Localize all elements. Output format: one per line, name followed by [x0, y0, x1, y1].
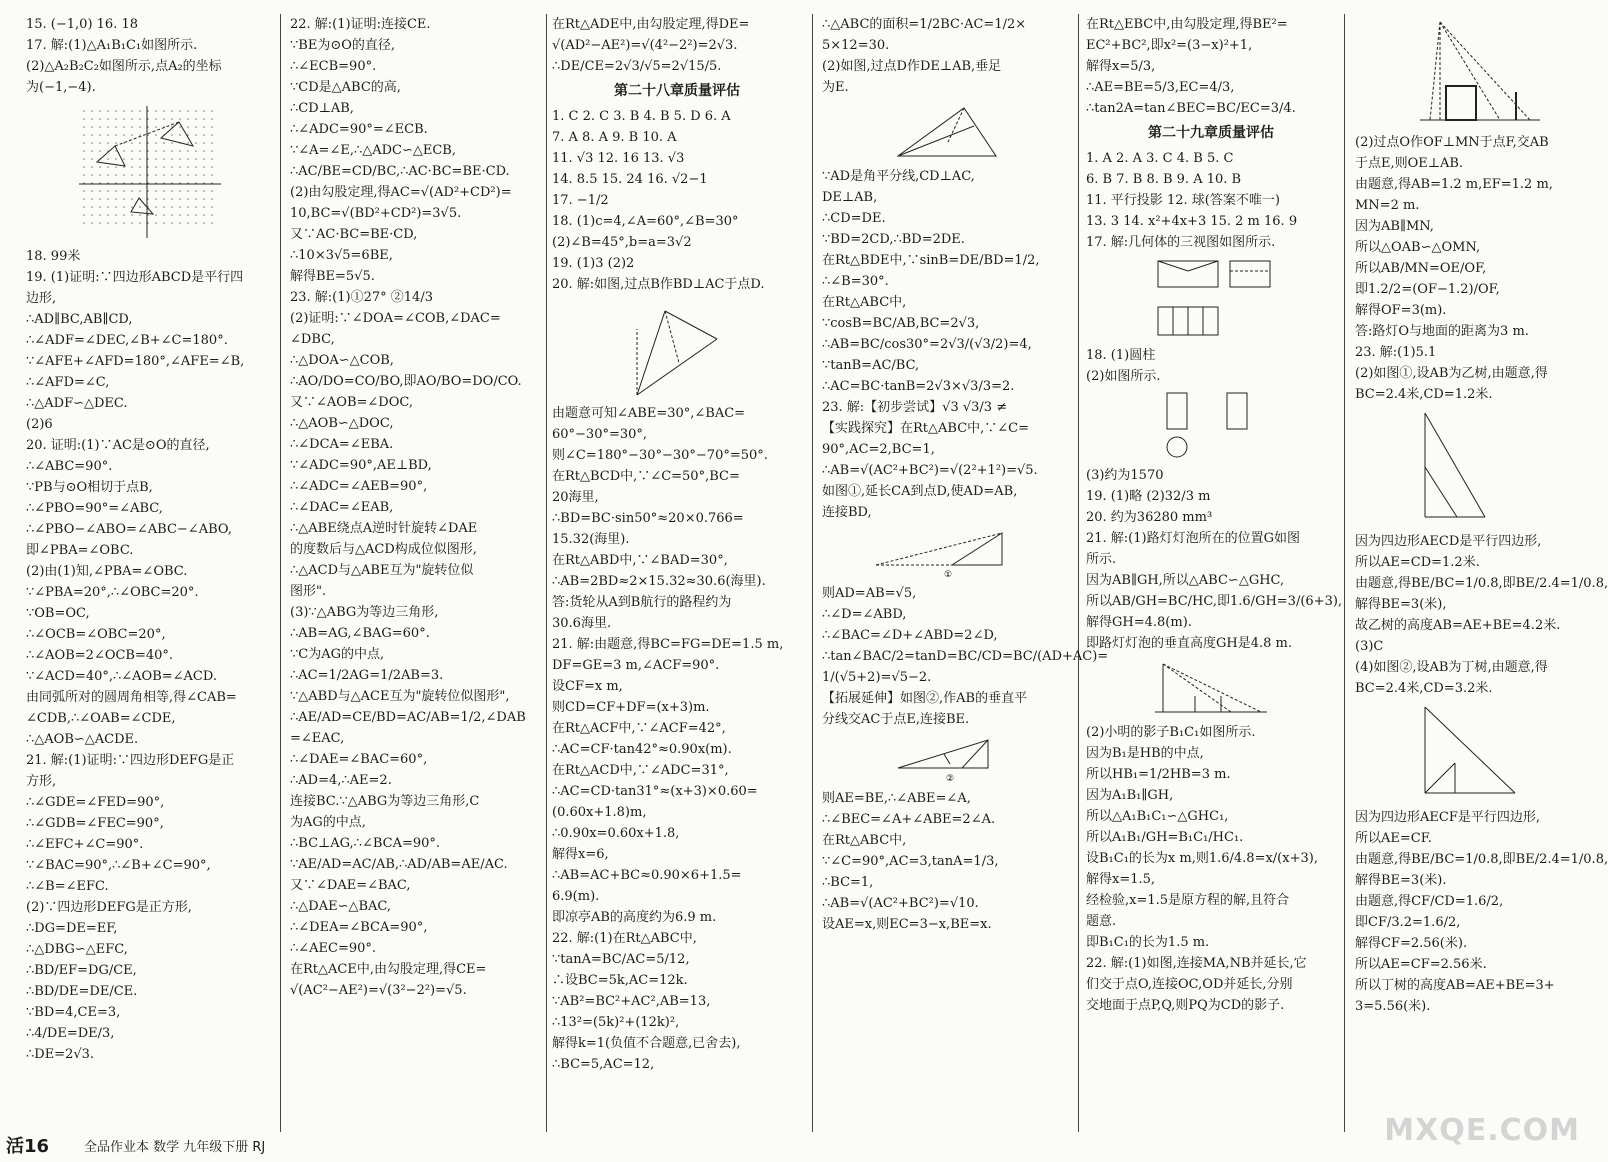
- answer-line: 因为B₁是HB的中点,: [1086, 746, 1204, 761]
- answer-line: 22. 解:(1)在Rt△ABC中,: [552, 931, 697, 946]
- answer-line: 在Rt△ACE中,由勾股定理,得CE=: [290, 962, 487, 977]
- answer-line: ∴AB=AG,∠BAG=60°.: [290, 626, 430, 641]
- answer-line: 的度数后与△ACD构成位似图形,: [290, 542, 477, 557]
- answer-line: 13. 3 14. x²+4x+3 15. 2 m 16. 9: [1086, 214, 1298, 229]
- answer-line: 在Rt△ABC中,: [822, 833, 907, 848]
- answer-line: 解得GH=4.8(m).: [1086, 615, 1192, 630]
- answer-line: ∴∠B=∠EFC.: [26, 879, 109, 894]
- answer-line: 答:货轮从A到B航行的路程约为: [552, 595, 732, 610]
- answer-line: 在Rt△ACD中,∵∠ADC=31°,: [552, 763, 729, 778]
- answer-line: 所以AE=CF=2.56米.: [1355, 957, 1487, 972]
- answer-line: ∴△DAE∽△BAC,: [290, 899, 392, 914]
- answer-line: 连接BD,: [822, 505, 872, 520]
- answer-line: (3)∵△ABG为等边三角形,: [290, 605, 439, 620]
- answer-line: ∵tanA=BC/AC=5/12,: [552, 952, 690, 967]
- answer-line: ∴4/DE=DE/3,: [26, 1026, 115, 1041]
- answer-line: 7. A 8. A 9. B 10. A: [552, 130, 677, 145]
- column-divider: [1078, 14, 1079, 1132]
- answer-line: ∴△AOB∽△ACDE.: [26, 732, 139, 747]
- answer-line: 所以△OAB∽△OMN,: [1355, 240, 1481, 255]
- answer-line: ∵AB²=BC²+AC²,AB=13,: [552, 994, 711, 1009]
- answer-line: ∵BE为⊙O的直径,: [290, 38, 395, 53]
- answer-line: 们交于点O,连接OC,OD并延长,分别: [1086, 977, 1293, 992]
- answer-line: 所以AE=CF.: [1355, 831, 1432, 846]
- answer-line: 在Rt△ABD中,∵∠BAD=30°,: [552, 553, 728, 568]
- answer-line: 即B₁C₁的长为1.5 m.: [1086, 935, 1210, 950]
- answer-line: ∴∠AEC=90°.: [290, 941, 377, 956]
- answer-line: ∴△DBG∽△EFC,: [26, 942, 128, 957]
- answer-line: ∵BD=4,CE=3,: [26, 1005, 121, 1020]
- answer-line: 经检验,x=1.5是原方程的解,且符合: [1086, 893, 1290, 908]
- answer-line: 所以△A₁B₁C₁∽△GHC₁,: [1086, 809, 1229, 824]
- column-divider: [546, 14, 547, 1132]
- answer-line: ∴DE=2√3.: [26, 1047, 95, 1062]
- answer-line: 解得k=1(负值不合题意,已舍去),: [552, 1036, 741, 1051]
- answer-line: ∴∠BAC=∠D+∠ABD=2∠D,: [822, 628, 998, 643]
- column-divider: [812, 14, 813, 1132]
- answer-line: ∴∠DEA=∠BCA=90°,: [290, 920, 428, 935]
- answer-line: ∴CD⊥AB,: [290, 101, 354, 116]
- answer-line: BC=2.4米,CD=3.2米.: [1355, 681, 1493, 696]
- answer-line: 15.32(海里).: [552, 532, 630, 547]
- answer-line: 即路灯灯泡的垂直高度GH是4.8 m.: [1086, 636, 1292, 651]
- answer-line: 即1.2/2=(OF−1.2)/OF,: [1355, 282, 1500, 297]
- answer-line: ∴AC=BC·tanB=2√3×√3/3=2.: [822, 379, 1015, 394]
- answer-line: 30.6海里.: [552, 616, 612, 631]
- answer-line: 又∵∠DAE=∠BAC,: [290, 878, 411, 893]
- answer-line: 解得x=1.5,: [1086, 872, 1156, 887]
- answer-line: 因为四边形AECF是平行四边形,: [1355, 810, 1540, 825]
- answer-line: ∴AC/BE=CD/BC,∴AC·BC=BE·CD.: [290, 164, 510, 179]
- answer-line: 所以AB/GH=BC/HC,即1.6/GH=3/(6+3),: [1086, 594, 1343, 609]
- answer-line: 方形,: [26, 774, 57, 789]
- answer-line: DE⊥AB,: [822, 190, 878, 205]
- answer-line: 14. 8.5 15. 24 16. √2−1: [552, 172, 708, 187]
- answer-line: ∵tanB=AC/BC,: [822, 358, 920, 373]
- answer-line: ∴AC=CD·tan31°≈(x+3)×0.60=: [552, 784, 758, 799]
- answer-line: ∵cosB=BC/AB,BC=2√3,: [822, 316, 980, 331]
- answer-line: ∵AE/AD=AC/AB,∴AD/AB=AE/AC.: [290, 857, 508, 872]
- answer-column-3: [552, 14, 802, 1129]
- answer-line: ∴∠GDE=∠FED=90°,: [26, 795, 165, 810]
- answer-line: 20. 解:如图,过点B作BD⊥AC于点D.: [552, 277, 765, 292]
- answer-line: (2)如图所示.: [1086, 369, 1161, 384]
- answer-line: 【拓展延伸】如图②,作AB的垂直平: [822, 691, 1028, 706]
- answer-line: 解得BE=5√5.: [290, 269, 375, 284]
- answer-line: ∴AE/AD=CE/BD=AC/AB=1/2,∠DAB: [290, 710, 526, 725]
- answer-line: 在Rt△ADE中,由勾股定理,得DE=: [552, 17, 750, 32]
- answer-line: 解得BE=3(米),: [1355, 597, 1447, 612]
- column-divider: [1344, 14, 1345, 1132]
- answer-line: 3=5.56(米).: [1355, 999, 1431, 1014]
- answer-line: ∴AB=√(AC²+BC²)=√10.: [822, 896, 979, 911]
- answer-line: 15. (−1,0) 16. 18: [26, 17, 138, 32]
- answer-line: 21. 解:(1)证明:∵四边形DEFG是正: [26, 753, 235, 768]
- answer-line: ∠DBC,: [290, 332, 335, 347]
- chapter-heading: 第二十九章质量评估: [1148, 125, 1274, 141]
- answer-line: (2)证明:∵∠DOA=∠COB,∠DAC=: [290, 311, 501, 326]
- answer-line: ∴△ABC的面积=1/2BC·AC=1/2×: [822, 17, 1027, 32]
- answer-line: 90°,AC=2,BC=1,: [822, 442, 935, 457]
- answer-line: ∴∠AOB=2∠OCB=40°.: [26, 648, 174, 663]
- answer-line: 在Rt△ACF中,∵∠ACF=42°,: [552, 721, 726, 736]
- watermark: MXQE.COM: [1384, 1113, 1580, 1148]
- answer-line: ∴∠PBO−∠ABO=∠ABC−∠ABO,: [26, 522, 232, 537]
- column-divider: [280, 14, 281, 1132]
- answer-line: 60°−30°=30°,: [552, 427, 648, 442]
- answer-line: 所以丁树的高度AB=AE+BE=3+: [1355, 978, 1555, 993]
- answer-line: ∴AC=1/2AG=1/2AB=3.: [290, 668, 444, 683]
- answer-line: ∴∠DCA=∠EBA.: [290, 437, 394, 452]
- answer-column-5: [1086, 14, 1343, 1129]
- answer-line: ∴AD=4,∴AE=2.: [290, 773, 392, 788]
- answer-line: ∴CD=DE.: [822, 211, 886, 226]
- answer-line: 在Rt△BDE中,∵sinB=DE/BD=1/2,: [822, 253, 1040, 268]
- answer-line: ∵CD是△ABC的高,: [290, 80, 401, 95]
- answer-line: (2)由勾股定理,得AC=√(AD²+CD²)=: [290, 185, 512, 200]
- three-view-figure: [1136, 257, 1286, 341]
- answer-line: 【实践探究】在Rt△ABC中,∵∠C=: [822, 421, 1030, 436]
- answer-line: ∴△ACD与△ABE互为"旋转位似: [290, 563, 474, 578]
- answer-line: ∴AB=2BD≈2×15.32≈30.6(海里).: [552, 574, 766, 589]
- answer-line: (2)△A₂B₂C₂如图所示,点A₂的坐标: [26, 59, 222, 74]
- answer-line: 20海里,: [552, 490, 599, 505]
- svg-text:①: ①: [944, 570, 953, 580]
- answer-line: ∴∠EFC+∠C=90°.: [26, 837, 144, 852]
- answer-line: ∵PB与⊙O相切于点B,: [26, 480, 153, 495]
- answer-line: (2)∵四边形DEFG是正方形,: [26, 900, 192, 915]
- answer-line: ∵BD=2CD,∴BD=2DE.: [822, 232, 965, 247]
- answer-line: 设CF=x m,: [552, 679, 623, 694]
- answer-column-1: [26, 14, 274, 1129]
- answer-line: ∴AO/DO=CO/BO,即AO/BO=DO/CO.: [290, 374, 522, 389]
- answer-line: ∴BD/EF=DG/CE,: [26, 963, 137, 978]
- answer-line: ∴∠BEC=∠A+∠ABE=2∠A.: [822, 812, 996, 827]
- answer-line: 题意.: [1086, 914, 1117, 929]
- answer-line: ∴△AOB∽△DOC,: [290, 416, 394, 431]
- tree-figure-1: [1415, 409, 1535, 527]
- answer-line: ∵OB=OC,: [26, 606, 90, 621]
- answer-line: 所以AB/MN=OE/OF,: [1355, 261, 1487, 276]
- answer-line: 11. 平行投影 12. 球(答案不唯一): [1086, 193, 1280, 208]
- answer-line: =∠EAC,: [290, 731, 345, 746]
- answer-line: 10,BC=√(BD²+CD²)=3√5.: [290, 206, 462, 221]
- answer-line: ∴BC⊥AG,∴∠BCA=90°.: [290, 836, 441, 851]
- answer-line: ∴∠OCB=∠OBC=20°,: [26, 627, 166, 642]
- answer-line: ∴AB=AC+BC≈0.90×6+1.5=: [552, 868, 742, 883]
- answer-line: ∵∠C=90°,AC=3,tanA=1/3,: [822, 854, 999, 869]
- answer-line: 23. 解:(1)①27° ②14/3: [290, 290, 433, 305]
- answer-line: 所示.: [1086, 552, 1117, 567]
- answer-line: (4)如图②,设AB为丁树,由题意,得: [1355, 660, 1548, 675]
- answer-line: 21. 解:由题意,得BC=FG=DE=1.5 m,: [552, 637, 784, 652]
- answer-line: ∴0.90x=0.60x+1.8,: [552, 826, 680, 841]
- answer-line: 所以AE=CD=1.2米.: [1355, 555, 1480, 570]
- answer-line: 于点E,则OE⊥AB.: [1355, 156, 1464, 171]
- answer-line: ∴∠DAE=∠BAC=60°,: [290, 752, 428, 767]
- answer-line: ∴△ADF∽△DEC.: [26, 396, 128, 411]
- answer-line: ∴DE/CE=2√3/√5=2√15/5.: [552, 59, 722, 74]
- answer-line: ∴∠ADF=∠DEC,∠B+∠C=180°.: [26, 333, 228, 348]
- answer-line: ∵AD是角平分线,CD⊥AC,: [822, 169, 975, 184]
- answer-line: 即凉亭AB的高度约为6.9 m.: [552, 910, 717, 925]
- answer-line: 19. (1)略 (2)32/3 m: [1086, 489, 1211, 504]
- answer-line: (2)如图①,设AB为乙树,由题意,得: [1355, 366, 1548, 381]
- chapter-heading: 第二十八章质量评估: [614, 83, 740, 99]
- answer-line: ∵∠PBA=20°,∴∠OBC=20°.: [26, 585, 199, 600]
- answer-line: ∴BC=5,AC=12,: [552, 1057, 655, 1072]
- answer-line: ∴∠D=∠ABD,: [822, 607, 907, 622]
- answer-line: 18. (1)c=4,∠A=60°,∠B=30°: [552, 214, 739, 229]
- answer-line: 因为四边形AECD是平行四边形,: [1355, 534, 1542, 549]
- answer-line: 6. B 7. B 8. B 9. A 10. B: [1086, 172, 1242, 187]
- answer-line: 解得OF=3(m).: [1355, 303, 1447, 318]
- answer-line: BC=2.4米,CD=1.2米.: [1355, 387, 1493, 402]
- answer-line: ∵△ABD与△ACE互为"旋转位似图形",: [290, 689, 510, 704]
- answer-line: 18. 99米: [26, 249, 81, 264]
- answer-line: ∴AC=CF·tan42°≈0.90x(m).: [552, 742, 732, 757]
- answer-line: ∵∠BAC=90°,∴∠B+∠C=90°,: [26, 858, 211, 873]
- answer-line: 1. A 2. A 3. C 4. B 5. C: [1086, 151, 1234, 166]
- tree-figure-2: [1415, 703, 1535, 803]
- answer-line: 5×12=30.: [822, 38, 890, 53]
- answer-line: (2)∠B=45°,b=a=3√2: [552, 235, 692, 250]
- answer-line: 所以A₁B₁/GH=B₁C₁/HC₁.: [1086, 830, 1244, 845]
- answer-column-6: [1355, 14, 1608, 1129]
- answer-line: 22. 解:(1)证明:连接CE.: [290, 17, 431, 32]
- answer-line: 由题意可知∠ABE=30°,∠BAC=: [552, 406, 746, 421]
- answer-line: ∴设BC=5k,AC=12k.: [552, 973, 688, 988]
- answer-line: 即CF/3.2=1.6/2,: [1355, 915, 1461, 930]
- answer-line: 22. 解:(1)如图,连接MA,NB并延长,它: [1086, 956, 1307, 971]
- answer-line: 由题意,得BE/BC=1/0.8,即BE/2.4=1/0.8,: [1355, 852, 1608, 867]
- answer-line: 因为A₁B₁∥GH,: [1086, 788, 1174, 803]
- page-footer: [0, 1132, 600, 1156]
- answer-line: √(AD²−AE²)=√(4²−2²)=2√3.: [552, 38, 738, 53]
- answer-line: ∵∠A=∠E,∴△ADC∽△ECB,: [290, 143, 456, 158]
- answer-line: 1. C 2. C 3. B 4. B 5. D 6. A: [552, 109, 731, 124]
- answer-line: ∴∠ADC=90°=∠ECB.: [290, 122, 428, 137]
- answer-line: 则AE=BE,∴∠ABE=∠A,: [822, 791, 971, 806]
- answer-line: 因为AB∥MN,: [1355, 219, 1434, 234]
- answer-line: (2)如图,过点D作DE⊥AB,垂足: [822, 59, 1002, 74]
- answer-line: (2)过点O作OF⊥MN于点F,交AB: [1355, 135, 1549, 150]
- answer-line: ∴BD/DE=DE/CE.: [26, 984, 138, 999]
- answer-line: 由题意,得CF/CD=1.6/2,: [1355, 894, 1504, 909]
- answer-line: (3)C: [1355, 639, 1384, 654]
- answer-line: 在Rt△BCD中,∵∠C=50°,BC=: [552, 469, 740, 484]
- answer-line: 则CD=CF+DF=(x+3)m.: [552, 700, 710, 715]
- answer-line: 图形".: [290, 584, 327, 599]
- answer-line: 为(−1,−4).: [26, 80, 96, 95]
- answer-line: EC²+BC²,即x²=(3−x)²+1,: [1086, 38, 1253, 53]
- answer-line: 17. 解:(1)△A₁B₁C₁如图所示.: [26, 38, 198, 53]
- answer-line: ∴∠ADC=∠AEB=90°,: [290, 479, 428, 494]
- answer-line: ∴∠B=30°.: [822, 274, 889, 289]
- answer-line: 19. (1)3 (2)2: [552, 256, 635, 271]
- answer-line: 为E.: [822, 80, 849, 95]
- answer-line: ∴AB=BC/cos30°=2√3/(√3/2)=4,: [822, 337, 1032, 352]
- answer-line: 6.9(m).: [552, 889, 600, 904]
- answer-line: 又∵AC·BC=BE·CD,: [290, 227, 418, 242]
- answer-line: 交地面于点P,Q,则PQ为CD的影子.: [1086, 998, 1285, 1013]
- answer-line: ∴∠AFD=∠C,: [26, 375, 110, 390]
- answer-line: 答:路灯O与地面的距离为3 m.: [1355, 324, 1529, 339]
- answer-line: (2)6: [26, 417, 53, 432]
- cylinder-views-figure: [1151, 391, 1271, 461]
- answer-line: 在Rt△EBC中,由勾股定理,得BE²=: [1086, 17, 1288, 32]
- shadow-projection-figure: [1400, 18, 1550, 128]
- answer-line: 设AE=x,则EC=3−x,BE=x.: [822, 917, 992, 932]
- angle-bisector-figure: [892, 102, 1002, 162]
- answer-line: ∴△ABE绕点A逆时针旋转∠DAE: [290, 521, 478, 536]
- figure-1-triangle: [872, 527, 1022, 579]
- answer-line: ∠CDB,∴∠OAB=∠CDE,: [26, 711, 176, 726]
- answer-line: 解得BE=3(米).: [1355, 873, 1447, 888]
- answer-line: 23. 解:【初步尝试】√3 √3/3 ≠: [822, 400, 1008, 415]
- svg-text:②: ②: [946, 774, 955, 784]
- answer-line: √(AC²−AE²)=√(3²−2²)=√5.: [290, 983, 467, 998]
- answer-line: (2)小明的影子B₁C₁如图所示.: [1086, 725, 1256, 740]
- answer-line: 由同弧所对的圆周角相等,得∠CAB=: [26, 690, 237, 705]
- answer-line: 18. (1)圆柱: [1086, 348, 1156, 363]
- answer-line: 20. 约为36280 mm³: [1086, 510, 1213, 525]
- answer-line: 因为AB∥GH,所以△ABC∽△GHC,: [1086, 573, 1285, 588]
- answer-line: 如图①,延长CA到点D,使AD=AB,: [822, 484, 1018, 499]
- answer-line: 23. 解:(1)5.1: [1355, 345, 1437, 360]
- answer-line: 则∠C=180°−30°−30°−70°=50°.: [552, 448, 768, 463]
- answer-line: 解得x=6,: [552, 847, 609, 862]
- answer-line: 解得CF=2.56(米).: [1355, 936, 1468, 951]
- answer-line: ∴AB=√(AC²+BC²)=√(2²+1²)=√5.: [822, 463, 1038, 478]
- answer-line: ∴∠GDB=∠FEC=90°,: [26, 816, 164, 831]
- answer-line: 由题意,得AB=1.2 m,EF=1.2 m,: [1355, 177, 1553, 192]
- answer-line: 故乙树的高度AB=AE+BE=4.2米.: [1355, 618, 1561, 633]
- answer-line: MN=2 m.: [1355, 198, 1420, 213]
- answer-line: 则AD=AB=√5,: [822, 586, 917, 601]
- answer-column-2: [290, 14, 540, 1129]
- answer-line: ∴10×3√5=6BE,: [290, 248, 393, 263]
- answer-line: ∴tan2A=tan∠BEC=BC/EC=3/4.: [1086, 101, 1296, 116]
- answer-line: 边形,: [26, 291, 57, 306]
- answer-line: 1/(√5+2)=√5−2.: [822, 670, 932, 685]
- answer-line: ∴BD=BC·sin50°≈20×0.766=: [552, 511, 744, 526]
- answer-line: 11. √3 12. 16 13. √3: [552, 151, 685, 166]
- answer-line: 即∠PBA=∠OBC.: [26, 543, 134, 558]
- answer-line: ∴AD∥BC,AB∥CD,: [26, 312, 133, 327]
- answer-line: (3)约为1570: [1086, 468, 1164, 483]
- answer-line: 17. 解:几何体的三视图如图所示.: [1086, 235, 1276, 250]
- book-info: 全品作业本 数学 九年级下册 RJ: [84, 1140, 266, 1155]
- page-number-tag: 活16: [6, 1136, 50, 1157]
- answer-line: (2)由(1)知,∠PBA=∠OBC.: [26, 564, 188, 579]
- answer-line: ∴tan∠BAC/2=tanD=BC/CD=BC/(AD+AC)=: [822, 649, 1109, 664]
- answer-line: ∴∠ECB=90°.: [290, 59, 377, 74]
- answer-line: ∵∠AFE+∠AFD=180°,∠AFE=∠B,: [26, 354, 245, 369]
- answer-line: 19. (1)证明:∵四边形ABCD是平行四: [26, 270, 244, 285]
- answer-line: 解得x=5/3,: [1086, 59, 1156, 74]
- answer-line: 设B₁C₁的长为x m,则1.6/4.8=x/(x+3),: [1086, 851, 1318, 866]
- answer-line: 连接BC.∵△ABG为等边三角形,C: [290, 794, 480, 809]
- answer-line: ∴DG=DE=EF,: [26, 921, 118, 936]
- figure-2-triangle: [892, 734, 1002, 784]
- answer-line: ∵∠ADC=90°,AE⊥BD,: [290, 458, 432, 473]
- navigation-triangle-figure: [617, 299, 737, 399]
- answer-line: ∴BC=1,: [822, 875, 874, 890]
- answer-line: 17. −1/2: [552, 193, 609, 208]
- street-lamp-figure: [1151, 658, 1271, 718]
- answer-line: ∵∠ACD=40°,∴∠AOB=∠ACD.: [26, 669, 217, 684]
- answer-line: ∴13²=(5k)²+(12k)²,: [552, 1015, 680, 1030]
- answer-line: ∴∠PBO=90°=∠ABC,: [26, 501, 163, 516]
- answer-line: ∴AE=BE=5/3,EC=4/3,: [1086, 80, 1235, 95]
- answer-line: ∴△DOA∽△COB,: [290, 353, 394, 368]
- answer-line: 由题意,得BE/BC=1/0.8,即BE/2.4=1/0.8,: [1355, 576, 1608, 591]
- answer-line: 21. 解:(1)路灯灯泡所在的位置G如图: [1086, 531, 1300, 546]
- answer-line: 分线交AC于点E,连接BE.: [822, 712, 970, 727]
- answer-line: 又∵∠AOB=∠DOC,: [290, 395, 413, 410]
- answer-line: 在Rt△ABC中,: [822, 295, 907, 310]
- answer-line: 为AG的中点,: [290, 815, 366, 830]
- answer-line: DF=GE=3 m,∠ACF=90°.: [552, 658, 720, 673]
- answer-line: (0.60x+1.8)m,: [552, 805, 647, 820]
- answer-line: 20. 证明:(1)∵AC是⊙O的直径,: [26, 438, 210, 453]
- answer-line: ∴∠ABC=90°.: [26, 459, 113, 474]
- answer-line: ∴∠DAC=∠EAB,: [290, 500, 394, 515]
- grid-coordinate-figure: [75, 102, 225, 242]
- answer-line: ∵C为AG的中点,: [290, 647, 385, 662]
- answer-line: 所以HB₁=1/2HB=3 m.: [1086, 767, 1231, 782]
